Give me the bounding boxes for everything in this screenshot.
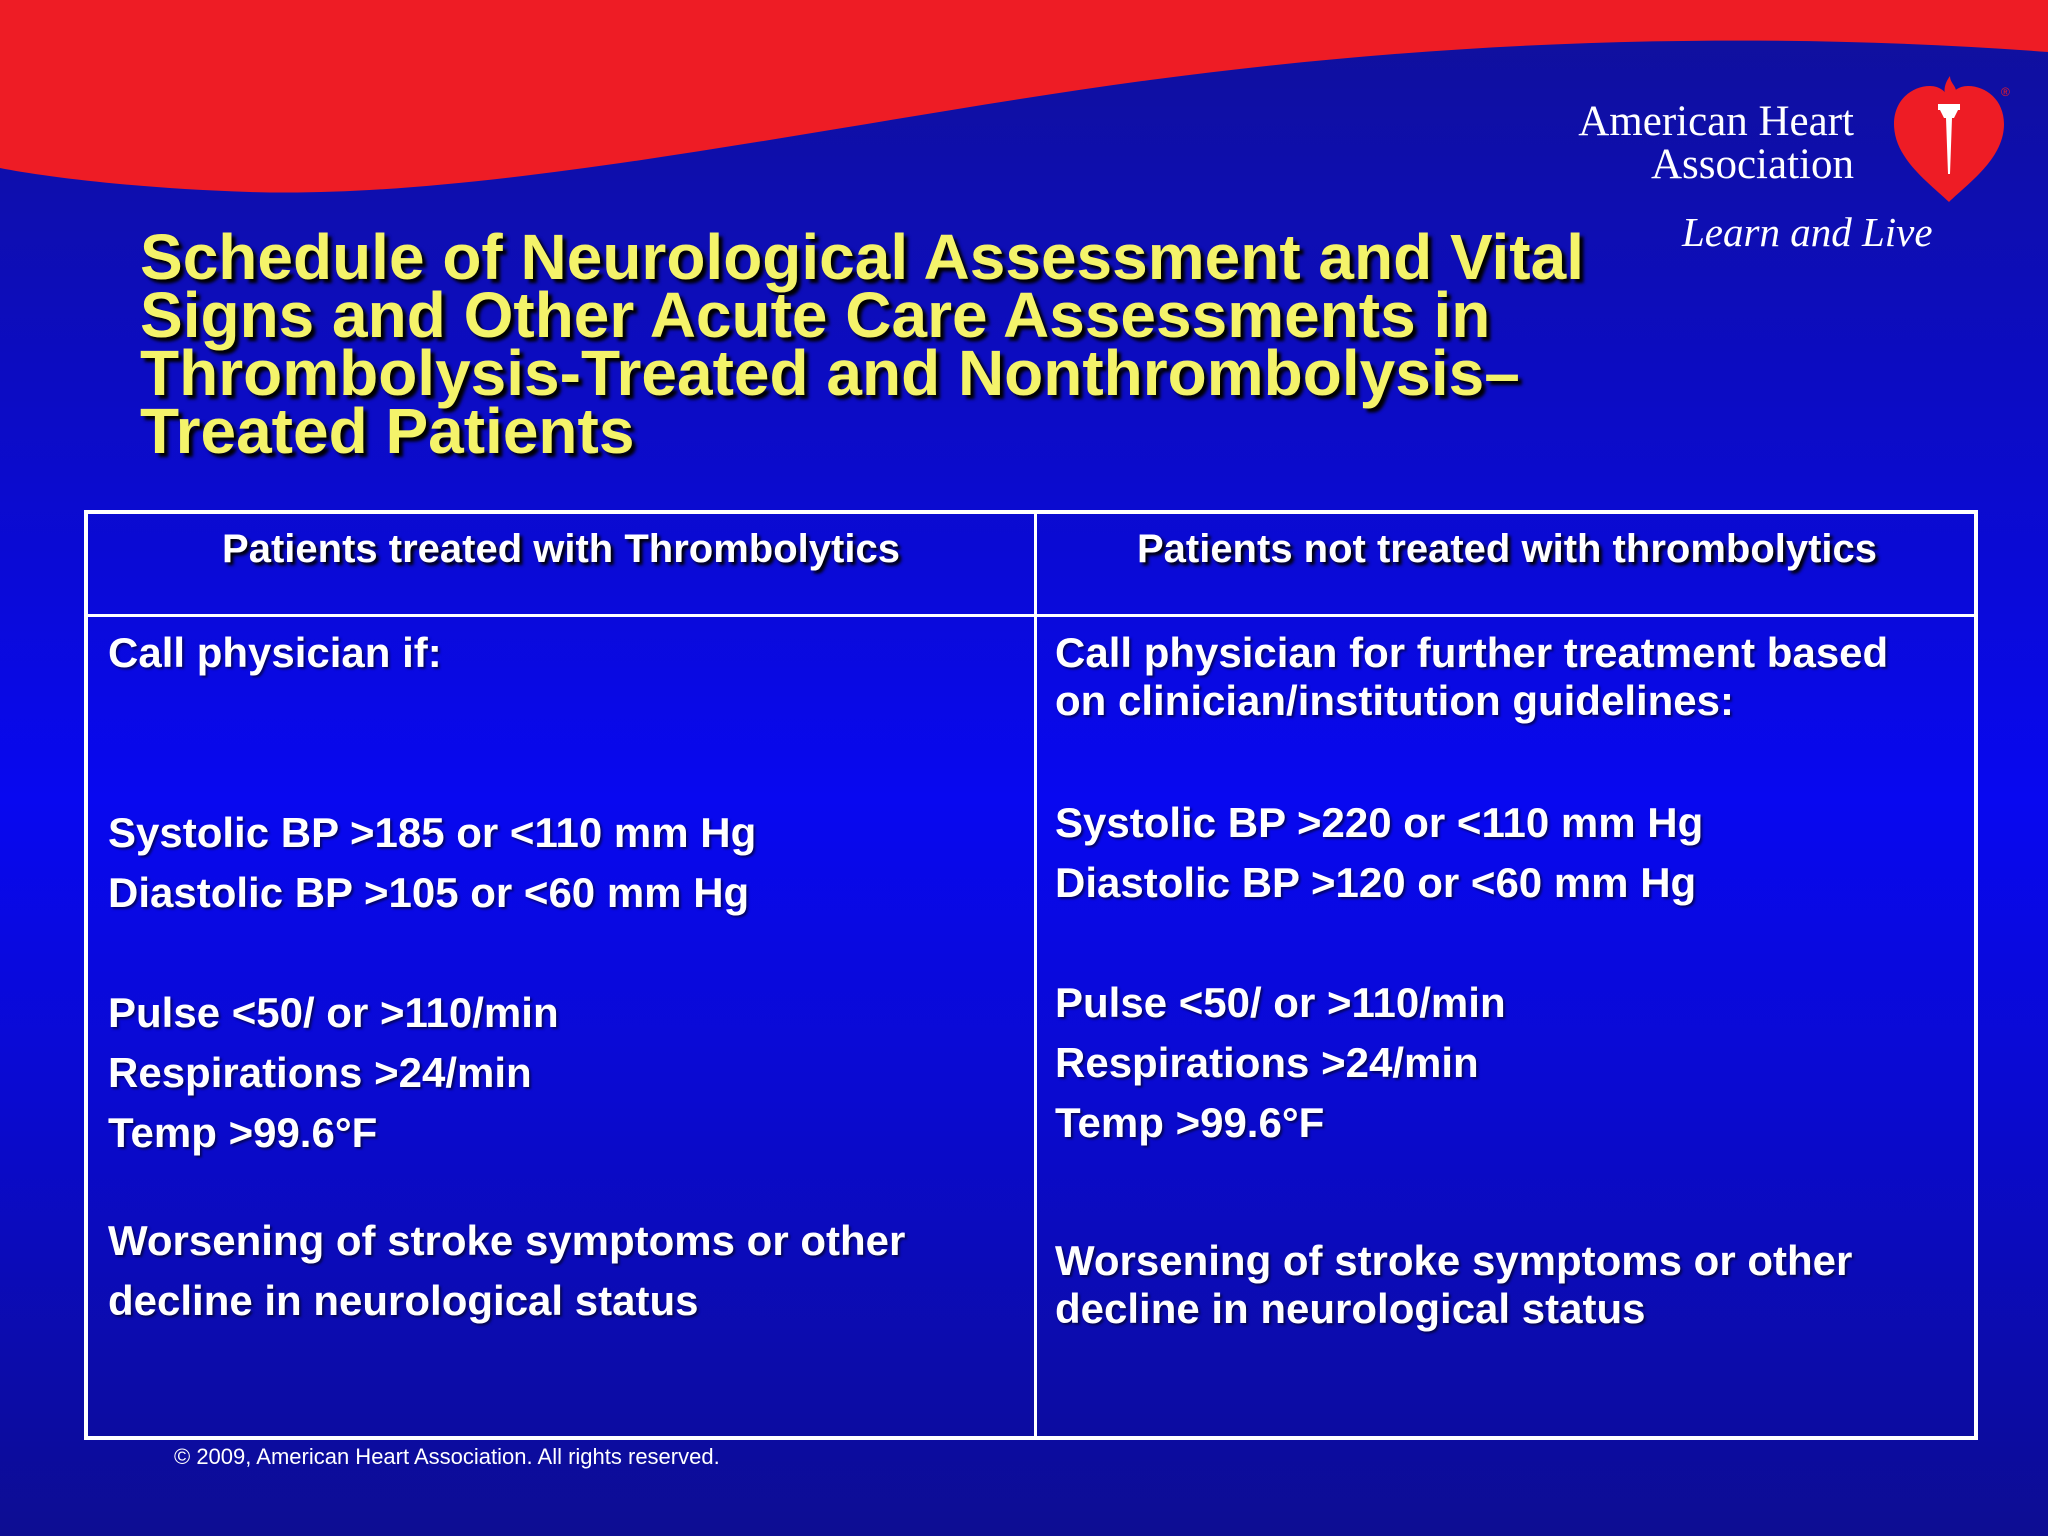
column-header-thrombolytics: Patients treated with Thrombolytics: [222, 527, 900, 571]
title-line: Thrombolysis-Treated and Nonthrombolysis–: [140, 337, 1520, 409]
logo-tagline: Learn and Live: [1682, 209, 1933, 255]
column-header-no-thrombolytics: Patients not treated with thrombolytics: [1136, 527, 1878, 571]
slide-title: [140, 221, 1700, 467]
header-divider: [88, 614, 1974, 617]
left-systolic-bp: Systolic BP >185 or <110 mm Hg: [108, 809, 757, 856]
heart-torch-icon: [1888, 66, 2010, 206]
left-worsening-line1: Worsening of stroke symptoms or other: [108, 1217, 906, 1264]
right-systolic-bp: Systolic BP >220 or <110 mm Hg: [1055, 799, 1704, 846]
title-line: Signs and Other Acute Care Assessments in: [140, 279, 1491, 351]
right-intro-line2: on clinician/institution guidelines:: [1055, 677, 1735, 724]
right-respirations: Respirations >24/min: [1055, 1039, 1479, 1086]
registered-mark: ®: [2001, 85, 2010, 99]
left-temp: Temp >99.6°F: [108, 1109, 378, 1156]
right-temp: Temp >99.6°F: [1055, 1099, 1325, 1146]
right-worsening-line1: Worsening of stroke symptoms or other: [1055, 1237, 1853, 1284]
right-worsening-line2: decline in neurological status: [1055, 1285, 1646, 1332]
comparison-table: [84, 510, 1978, 1440]
logo-text-line2: Association: [1650, 141, 1854, 188]
right-pulse: Pulse <50/ or >110/min: [1055, 979, 1506, 1026]
left-diastolic-bp: Diastolic BP >105 or <60 mm Hg: [108, 869, 750, 916]
copyright-footer: © 2009, American Heart Association. All rights reserved.: [174, 1444, 720, 1469]
column-divider: [1034, 514, 1037, 1436]
title-line: Schedule of Neurological Assessment and Vital: [140, 221, 1584, 293]
left-pulse: Pulse <50/ or >110/min: [108, 989, 559, 1036]
right-intro-line1: Call physician for further treatment based: [1055, 629, 1889, 676]
left-intro: Call physician if:: [108, 629, 442, 676]
title-line: Treated Patients: [140, 395, 635, 467]
logo-text-line1: American Heart: [1578, 98, 1854, 145]
left-worsening-line2: decline in neurological status: [108, 1277, 699, 1324]
right-diastolic-bp: Diastolic BP >120 or <60 mm Hg: [1055, 859, 1697, 906]
left-respirations: Respirations >24/min: [108, 1049, 532, 1096]
